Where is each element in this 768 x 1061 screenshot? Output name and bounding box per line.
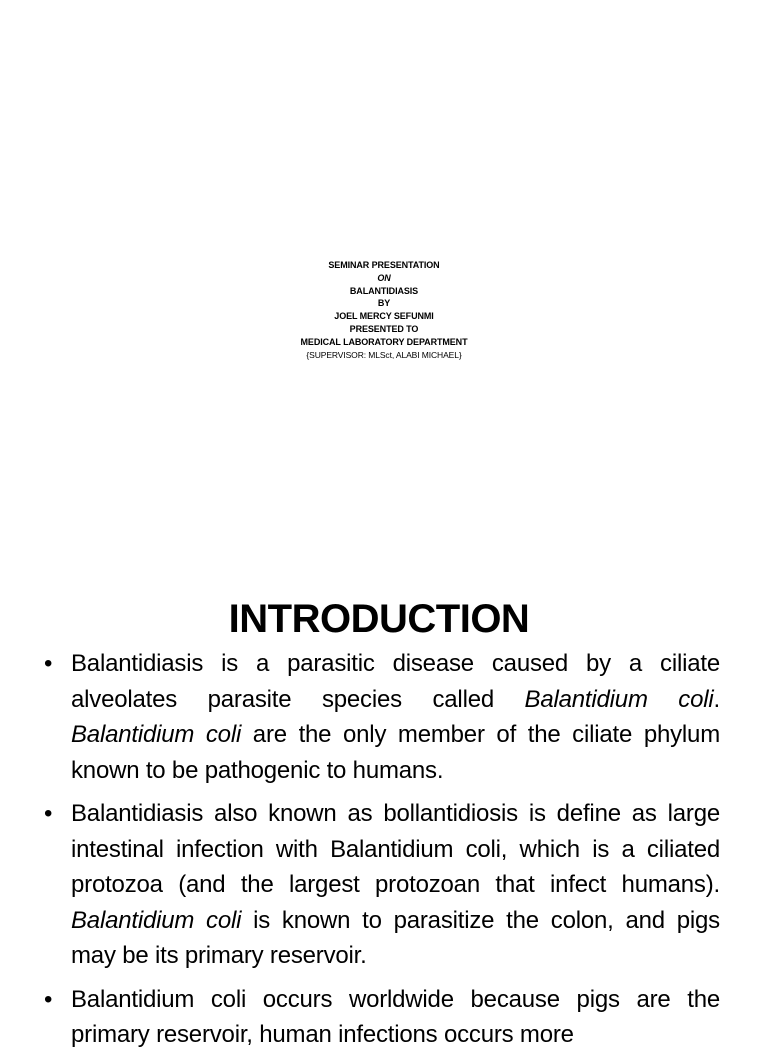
bullet-text: Balantidium coli occurs worldwide because pigs are the primary reservoir, human infections occurs more: [71, 985, 720, 1048]
bullet-icon: •: [44, 650, 53, 677]
species-name: Balantidium coli: [71, 906, 242, 934]
bullet-text: are the only member of the ciliate phylum known to be pathogenic to humans.: [71, 721, 720, 784]
bullet-text: Balantidiasis also known as bollantidiosis is define as large intestinal infection with Balantidium coli, which is a ciliated protozoa (and the largest protozoan that infect humans).: [71, 800, 720, 898]
species-name: Balantidium coli: [71, 721, 242, 748]
introduction-slide: [0, 576, 768, 1048]
presented-to-label: PRESENTED TO: [349, 323, 419, 334]
species-name: Balantidium coli: [524, 685, 714, 713]
bullet-text: is known to parasitize the colon, and pigs may be its primary reservoir.: [71, 906, 720, 969]
author-name: JOEL MERCY SEFUNMI: [334, 311, 434, 322]
bullet-item: [44, 796, 720, 974]
topic-title: BALANTIDIASIS: [349, 285, 419, 296]
seminar-label: SEMINAR PRESENTATION: [328, 260, 440, 270]
slide-heading: INTRODUCTION: [228, 597, 530, 641]
bullet-item: [44, 646, 720, 788]
supervisor-line: {SUPERVISOR: MLSct, ALABI MICHAEL}: [306, 349, 462, 360]
on-label: ON: [377, 272, 391, 283]
department-name: MEDICAL LABORATORY DEPARTMENT: [300, 336, 468, 347]
bullet-item: [44, 982, 720, 1053]
by-label: BY: [377, 298, 391, 309]
bullet-icon: •: [44, 800, 53, 827]
bullet-icon: •: [44, 985, 53, 1013]
bullet-text: Balantidiasis is a parasitic disease caused by a ciliate alveolates parasite species called: [71, 650, 720, 713]
bullet-list: [44, 646, 720, 1061]
bullet-text: .: [713, 685, 720, 713]
title-block: [184, 259, 584, 361]
